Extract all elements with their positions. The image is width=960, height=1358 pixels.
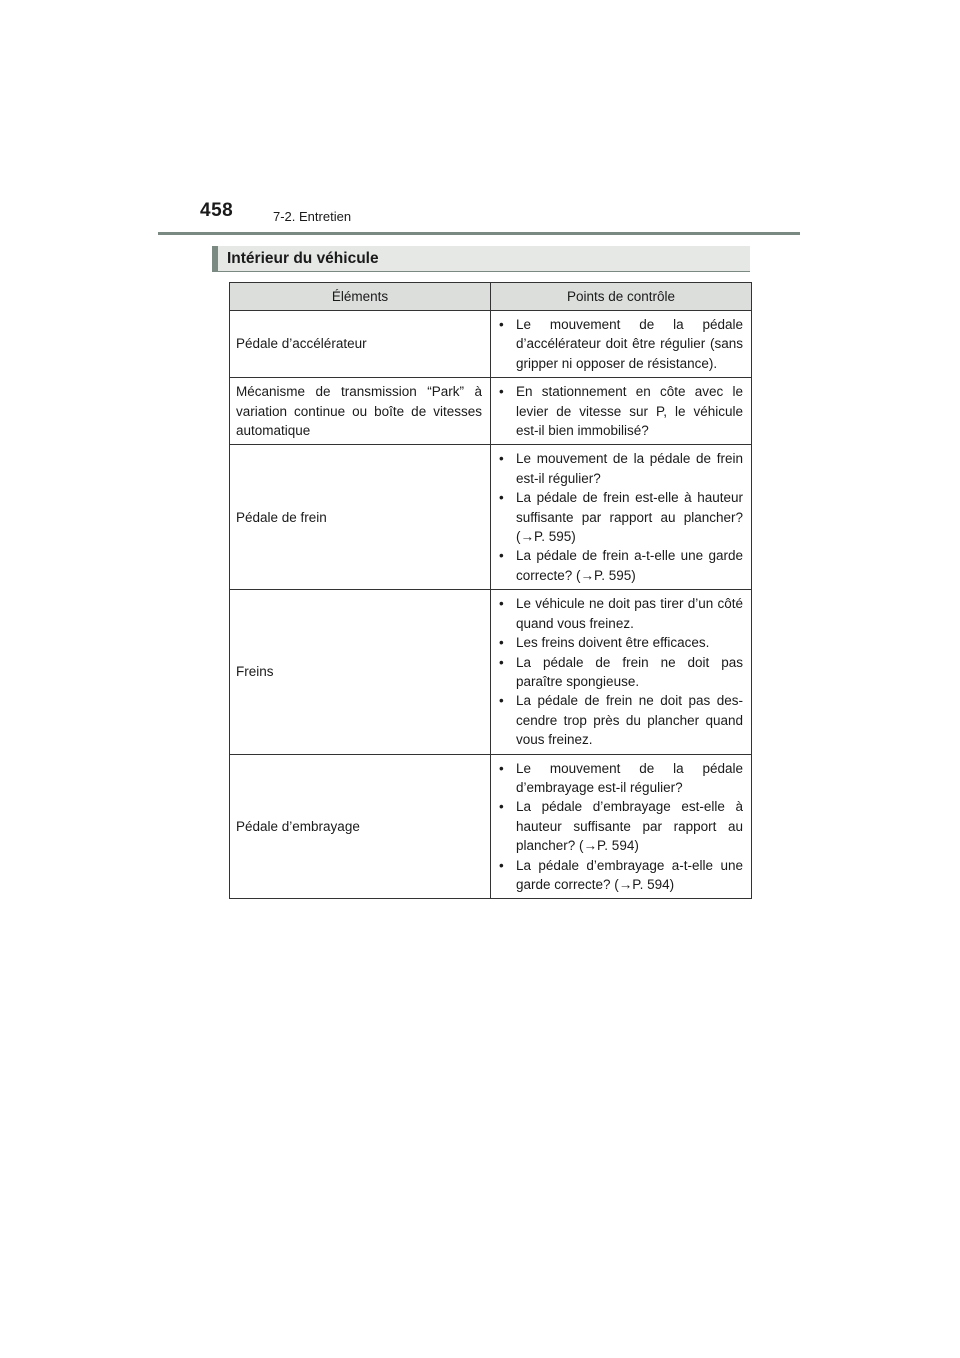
check-point: • Le véhicule ne doit pas tirer d’un côté quand vous freinez.	[497, 594, 743, 633]
table-row	[230, 590, 752, 754]
item-cell: Pédale d’accélérateur	[230, 311, 491, 378]
item-cell: Pédale de frein	[230, 445, 491, 590]
header-rule	[158, 232, 800, 235]
check-point: • La pédale d’embrayage est-elle à hauteur suffisante par rapport au plancher? (→P. 594)	[497, 797, 743, 855]
section-title: Intérieur du véhicule	[212, 246, 750, 272]
check-point: • La pédale de frein a-t-elle une garde correcte? (→P. 595)	[497, 546, 743, 585]
checks-cell	[491, 311, 752, 378]
check-point: • En stationnement en côte avec le levier de vitesse sur P, le véhicule est-il bien immobilisé?	[497, 382, 743, 440]
check-point: • La pédale d’embrayage a-t-elle une garde correcte? (→P. 594)	[497, 856, 743, 895]
table-row	[230, 754, 752, 899]
page-number: 458	[200, 200, 234, 221]
check-point: • La pédale de frein ne doit pas paraître spongieuse.	[497, 653, 743, 692]
item-cell: Mécanisme de transmission “Park” à variation continue ou boîte de vitesses automatique	[230, 378, 491, 445]
column-header-items: Éléments	[230, 283, 491, 311]
check-point: • Le mouvement de la pédale d’accélérateur doit être régulier (sans gripper ni opposer de résistance).	[497, 315, 743, 373]
table-row	[230, 311, 752, 378]
check-point: • Les freins doivent être efficaces.	[497, 633, 743, 652]
checks-cell	[491, 590, 752, 754]
table-row	[230, 445, 752, 590]
column-header-checks: Points de contrôle	[491, 283, 752, 311]
check-point: • Le mouvement de la pédale d’embrayage est-il régulier?	[497, 759, 743, 798]
checks-cell	[491, 445, 752, 590]
checks-cell	[491, 754, 752, 899]
item-cell: Pédale d’embrayage	[230, 754, 491, 899]
table-header-row	[230, 283, 752, 311]
table-row	[230, 378, 752, 445]
check-point: • Le mouvement de la pédale de frein est-il régulier?	[497, 449, 743, 488]
inspection-table	[229, 282, 752, 899]
check-point: • La pédale de frein ne doit pas descendre trop près du plancher quand vous freinez.	[497, 691, 743, 749]
checks-cell	[491, 378, 752, 445]
section-path: 7-2. Entretien	[273, 209, 352, 224]
item-cell: Freins	[230, 590, 491, 754]
check-point: • La pédale de frein est-elle à hauteur suffisante par rapport au plancher? (→P. 595)	[497, 488, 743, 546]
